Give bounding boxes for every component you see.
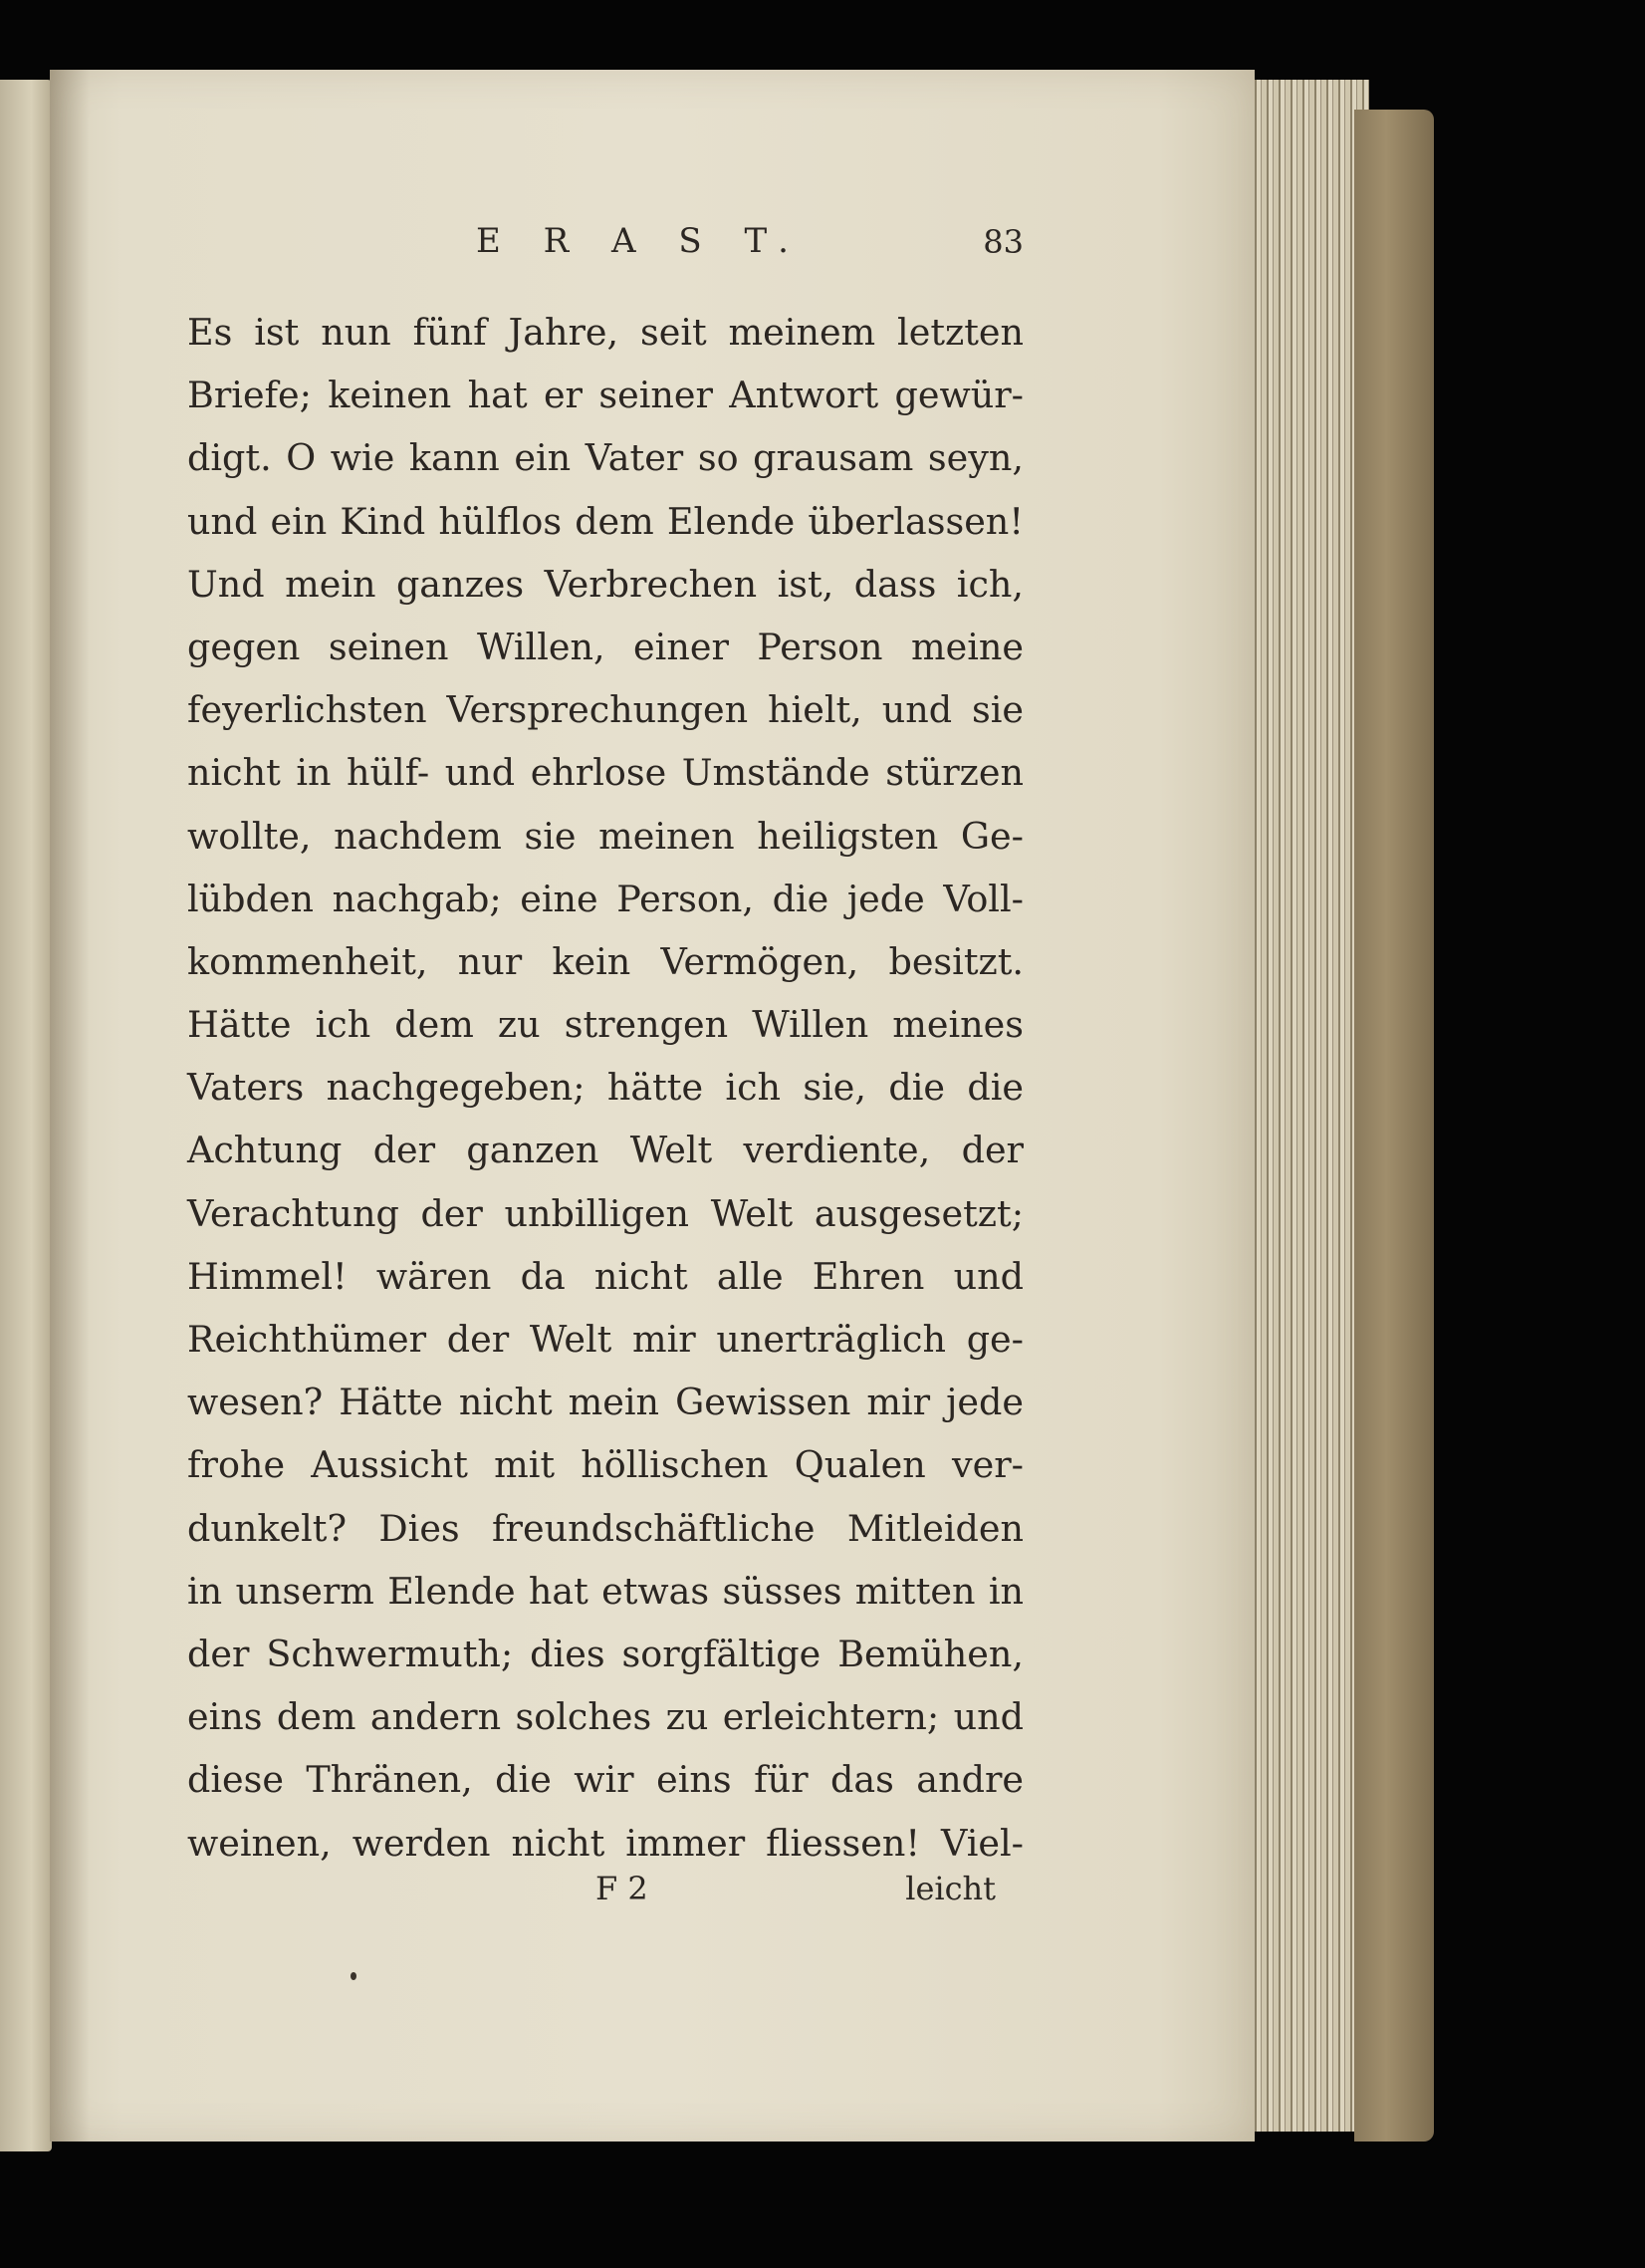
running-title: E R A S T. xyxy=(476,221,805,261)
page-edges xyxy=(1250,80,1369,2132)
text-line: Es ist nun fünf Jahre, seit meinem letzten xyxy=(187,311,1024,354)
body-text xyxy=(187,301,1024,1875)
signature-mark: F 2 xyxy=(595,1870,648,1907)
text-line: digt. O wie kann ein Vater so grausam seyn, xyxy=(187,436,1024,480)
text-line: Und mein ganzes Verbrechen ist, dass ich, xyxy=(187,562,1024,606)
text-line: Achtung der ganzen Welt verdiente, der xyxy=(187,1129,1024,1172)
text-line: Vaters nachgegeben; hätte ich sie, die die xyxy=(187,1066,1024,1110)
text-line: wollte, nachdem sie meinen heiligsten Ge- xyxy=(187,814,1024,858)
text-line: Himmel! wären da nicht alle Ehren und xyxy=(187,1254,1024,1298)
text-line: lübden nachgab; eine Person, die jede Voll- xyxy=(187,877,1024,920)
text-line: kommenheit, nur kein Vermögen, besitzt. xyxy=(187,939,1024,983)
book-cover-edge xyxy=(1354,110,1434,2142)
page-number: 83 xyxy=(983,223,1024,261)
text-line: in unserm Elende hat etwas süsses mitten in xyxy=(187,1569,1024,1613)
text-line: Briefe; keinen hat er seiner Antwort gewür- xyxy=(187,374,1024,417)
facing-page-edge xyxy=(0,80,52,2151)
text-line: der Schwermuth; dies sorgfältige Bemühen, xyxy=(187,1632,1024,1675)
page-footer xyxy=(187,1870,1024,1919)
text-line: Reichthümer der Welt mir unerträglich ge- xyxy=(187,1318,1024,1361)
page-gutter xyxy=(50,70,90,2142)
text-line: diese Thränen, die wir eins für das andre xyxy=(187,1758,1024,1802)
ink-speck xyxy=(351,1972,356,1980)
catchword: leicht xyxy=(905,1870,996,1907)
text-line: weinen, werden nicht immer fliessen! Viel- xyxy=(187,1821,1024,1865)
text-line: Verachtung der unbilligen Welt ausgesetzt; xyxy=(187,1191,1024,1235)
page-header xyxy=(187,221,1024,271)
text-line: gegen seinen Willen, einer Person meine xyxy=(187,625,1024,668)
text-line: Hätte ich dem zu strengen Willen meines xyxy=(187,1003,1024,1047)
text-line: und ein Kind hülflos dem Elende überlassen! xyxy=(187,499,1024,543)
text-line: wesen? Hätte nicht mein Gewissen mir jede xyxy=(187,1381,1024,1424)
text-line: feyerlichsten Versprechungen hielt, und sie xyxy=(187,688,1024,732)
text-line: eins dem andern solches zu erleichtern; und xyxy=(187,1695,1024,1739)
text-line: dunkelt? Dies freundschäftliche Mitleiden xyxy=(187,1506,1024,1550)
text-line: nicht in hülf- und ehrlose Umstände stürzen xyxy=(187,751,1024,795)
text-line: frohe Aussicht mit höllischen Qualen ver- xyxy=(187,1443,1024,1487)
